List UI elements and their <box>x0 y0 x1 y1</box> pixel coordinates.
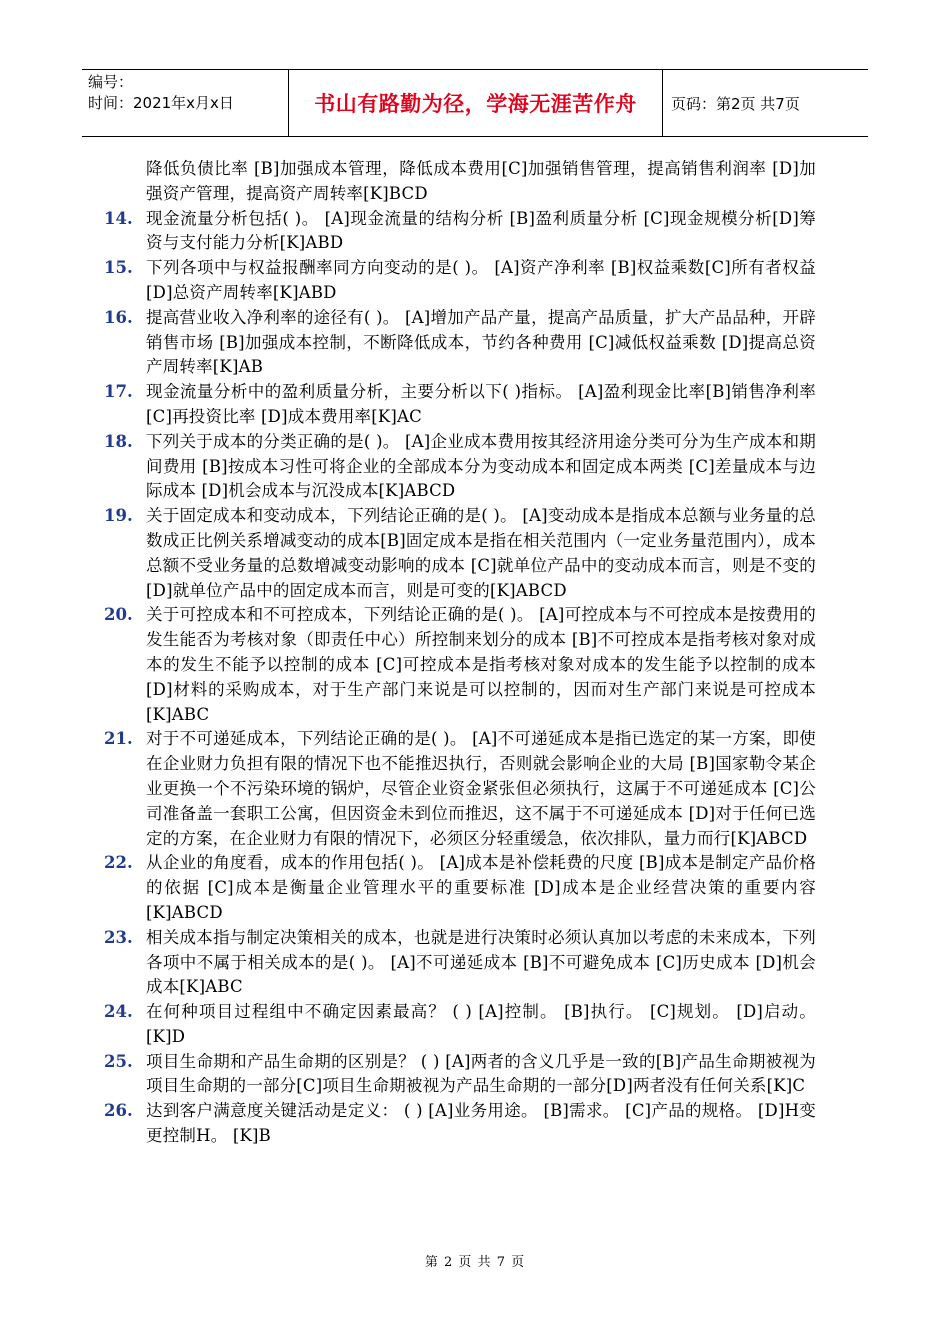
list-item <box>104 504 816 603</box>
item-number: 15. <box>104 258 133 278</box>
item-number: 25. <box>104 1051 133 1071</box>
item-text: 提高营业收入净利率的途径有( )。 [A]增加产品产量，提高产品质量，扩大产品品种，开辟销售市场 [B]加强成本控制，不断降低成本，节约各种费用 [C]减低权益乘数 [D]提高总资产周转率[K]AB <box>146 307 816 377</box>
list-item <box>104 603 816 727</box>
list-item <box>104 727 816 851</box>
item-number: 16. <box>104 307 133 327</box>
item-text: 关于固定成本和变动成本，下列结论正确的是( )。 [A]变动成本是指成本总额与业务量的总数成正比例关系增减变动的成本[B]固定成本是指在相关范围内（一定业务量范围内），成本总额不受业务量的总数增减变动影响的成本 [C]就单位产品中的变动成本而言，则是不变的 [D]就单位产品中的固定成本而言，则是可变的[K]ABCD <box>146 506 816 600</box>
list-item <box>104 1000 816 1050</box>
item-text: 下列关于成本的分类正确的是( )。 [A]企业成本费用按其经济用途分类可分为生产成本和期间费用 [B]按成本习性可将企业的全部成本分为变动成本和固定成本两类 [C]差量成本与边际成本 [D]机会成本与沉没成本[K]ABCD <box>146 431 816 501</box>
list-item <box>104 306 816 380</box>
item-text: 相关成本指与制定决策相关的成本，也就是进行决策时必须认真加以考虑的未来成本，下列各项中不属于相关成本的是( )。 [A]不可递延成本 [B]不可避免成本 [C]历史成本 [D]机会成本[K]ABC <box>146 927 816 997</box>
item-number: 21. <box>104 729 133 749</box>
item-number: 19. <box>104 506 133 526</box>
item-text: 对于不可递延成本，下列结论正确的是( )。 [A]不可递延成本是指已选定的某一方案，即使在企业财力负担有限的情况下也不能推迟执行，否则就会影响企业的大局 [B]国家勒令某企业更换一个不污染环境的锅炉，尽管企业资金紧张但必须执行，这属于不可递延成本 [C]公司准备盖一套职工公寓，但因资金未到位而推迟，这不属于不可递延成本 [D]对于任何已选定的方案，在企业财力有限的情况下，必须区分轻重缓急，依次排队，量力而行[K]ABCD <box>146 729 816 848</box>
item-text: 项目生命期和产品生命期的区别是？ ( ) [A]两者的含义几乎是一致的[B]产品生命期被视为项目生命期的一部分[C]项目生命期被视为产品生命期的一部分[D]两者没有任何关系[K]C <box>146 1051 816 1096</box>
list-item <box>104 157 816 207</box>
item-number <box>104 157 146 207</box>
item-text: 关于可控成本和不可控成本，下列结论正确的是( )。 [A]可控成本与不可控成本是按费用的发生能否为考核对象（即责任中心）所控制来划分的成本 [B]不可控成本是指考核对象对成本的发生不能予以控制的成本 [C]可控成本是指考核对象对成本的发生能予以控制的成本 [D]材料的采购成本，对于生产部门来说是可以控制的，因而对生产部门来说是可控成本[K]ABC <box>146 605 816 724</box>
item-number: 23. <box>104 927 133 947</box>
item-number: 22. <box>104 853 133 873</box>
list-item <box>104 1099 816 1149</box>
question-list <box>104 157 816 1149</box>
list-item <box>104 430 816 504</box>
doc-number: 编号： <box>88 73 134 91</box>
header-meta <box>82 70 289 136</box>
item-number: 18. <box>104 431 133 451</box>
item-text: 现金流量分析包括( )。 [A]现金流量的结构分析 [B]盈利质量分析 [C]现金规模分析[D]筹资与支付能力分析[K]ABD <box>146 208 816 253</box>
doc-date: 时间：2021年x月x日 <box>88 94 234 112</box>
item-number: 17. <box>104 382 133 402</box>
item-text: 现金流量分析中的盈利质量分析，主要分析以下( )指标。 [A]盈利现金比率[B]销售净利率 [C]再投资比率 [D]成本费用率[K]AC <box>146 382 816 426</box>
item-text: 降低负债比率 [B]加强成本管理，降低成本费用[C]加强销售管理，提高销售利润率 [D]加强资产管理，提高资产周转率[K]BCD <box>146 159 816 203</box>
page-header <box>82 69 868 137</box>
item-text: 从企业的角度看，成本的作用包括( )。 [A]成本是补偿耗费的尺度 [B]成本是制定产品价格的依据 [C]成本是衡量企业管理水平的重要标准 [D]成本是企业经营决策的重要内容[K]ABCD <box>146 853 816 922</box>
list-item <box>104 851 816 925</box>
header-motto: 书山有路勤为径，学海无涯苦作舟 <box>289 70 663 136</box>
list-item <box>104 207 816 257</box>
item-number: 24. <box>104 1002 133 1022</box>
item-text: 在何种项目过程组中不确定因素最高？ ( ) [A]控制。 [B]执行。 [C]规划。 [D]启动。 [K]D <box>146 1002 816 1046</box>
item-text: 达到客户满意度关键活动是定义： ( ) [A]业务用途。 [B]需求。 [C]产品的规格。 [D]H变更控制H。 [K]B <box>146 1101 816 1146</box>
item-number: 26. <box>104 1101 133 1121</box>
page-footer: 第 2 页 共 7 页 <box>424 1255 526 1270</box>
list-item <box>104 926 816 1000</box>
item-number: 20. <box>104 605 133 625</box>
item-number: 14. <box>104 208 133 228</box>
header-page-info: 页码：第2页 共7页 <box>671 94 800 113</box>
item-text: 下列各项中与权益报酬率同方向变动的是( )。 [A]资产净利率 [B]权益乘数[C]所有者权益 [D]总资产周转率[K]ABD <box>146 258 816 302</box>
list-item <box>104 380 816 430</box>
list-item <box>104 1050 816 1100</box>
list-item <box>104 256 816 306</box>
